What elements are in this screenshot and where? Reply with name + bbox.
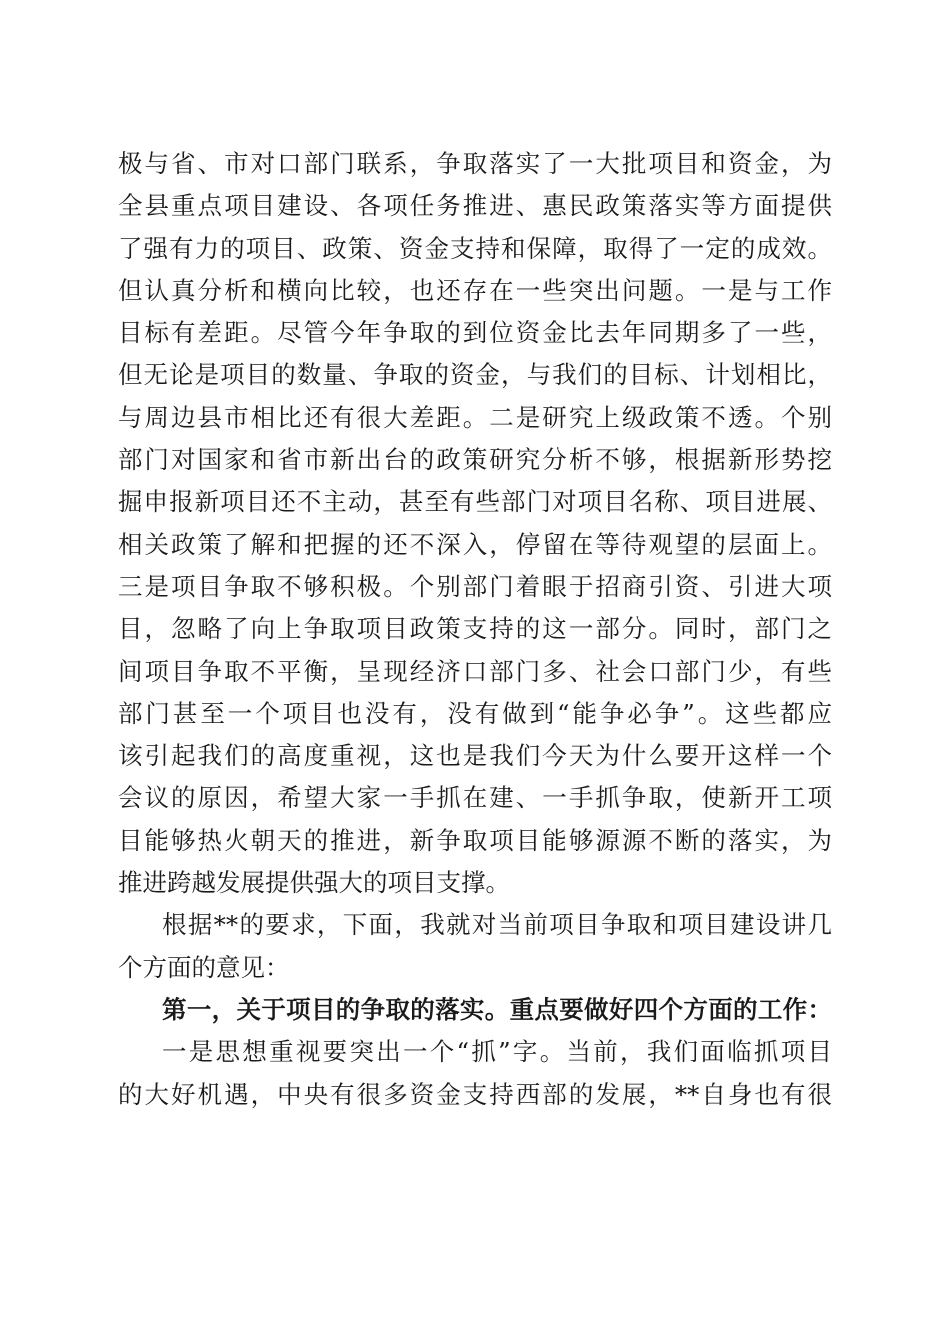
text-line: 部门对国家和省市新出台的政策研究分析不够，根据新形势挖 xyxy=(118,445,832,475)
paragraph-start-line: 一是思想重视要突出一个“抓”字。当前，我们面临抓项目 xyxy=(162,1037,832,1067)
text-line: 与周边县市相比还有很大差距。二是研究上级政策不透。个别 xyxy=(118,402,832,432)
text-line: 了强有力的项目、政策、资金支持和保障，取得了一定的成效。 xyxy=(118,233,832,263)
paragraph-start-line: 根据**的要求，下面，我就对当前项目争取和项目建设讲几 xyxy=(162,910,832,940)
paragraph-end-line: 推进跨越发展提供强大的项目支撑。 xyxy=(118,868,510,898)
text-line: 全县重点项目建设、各项任务推进、惠民政策落实等方面提供 xyxy=(118,191,832,221)
text-line: 掘申报新项目还不主动，甚至有些部门对项目名称、项目进展、 xyxy=(118,487,832,517)
text-line: 但认真分析和横向比较，也还存在一些突出问题。一是与工作 xyxy=(118,275,832,305)
text-line: 会议的原因，希望大家一手抓在建、一手抓争取，使新开工项 xyxy=(118,783,832,813)
text-line: 该引起我们的高度重视，这也是我们今天为什么要开这样一个 xyxy=(118,741,832,771)
text-line: 但无论是项目的数量、争取的资金，与我们的目标、计划相比， xyxy=(118,360,832,390)
text-line: 间项目争取不平衡，呈现经济口部门多、社会口部门少，有些 xyxy=(118,656,832,686)
section-heading: 第一，关于项目的争取的落实。重点要做好四个方面的工作： xyxy=(162,994,832,1024)
text-line: 目标有差距。尽管今年争取的到位资金比去年同期多了一些， xyxy=(118,318,832,348)
text-line: 相关政策了解和把握的还不深入，停留在等待观望的层面上。 xyxy=(118,529,832,559)
paragraph-end-line: 个方面的意见： xyxy=(118,952,290,982)
document-body xyxy=(118,143,832,1116)
text-line: 目能够热火朝天的推进，新争取项目能够源源不断的落实，为 xyxy=(118,825,832,855)
text-line: 的大好机遇，中央有很多资金支持西部的发展，**自身也有很 xyxy=(118,1079,832,1109)
text-line: 目，忽略了向上争取项目政策支持的这一部分。同时，部门之 xyxy=(118,614,832,644)
text-line: 极与省、市对口部门联系，争取落实了一大批项目和资金，为 xyxy=(118,149,832,178)
text-line: 部门甚至一个项目也没有，没有做到“能争必争”。这些都应 xyxy=(118,698,832,728)
text-line: 三是项目争取不够积极。个别部门着眼于招商引资、引进大项 xyxy=(118,571,832,601)
